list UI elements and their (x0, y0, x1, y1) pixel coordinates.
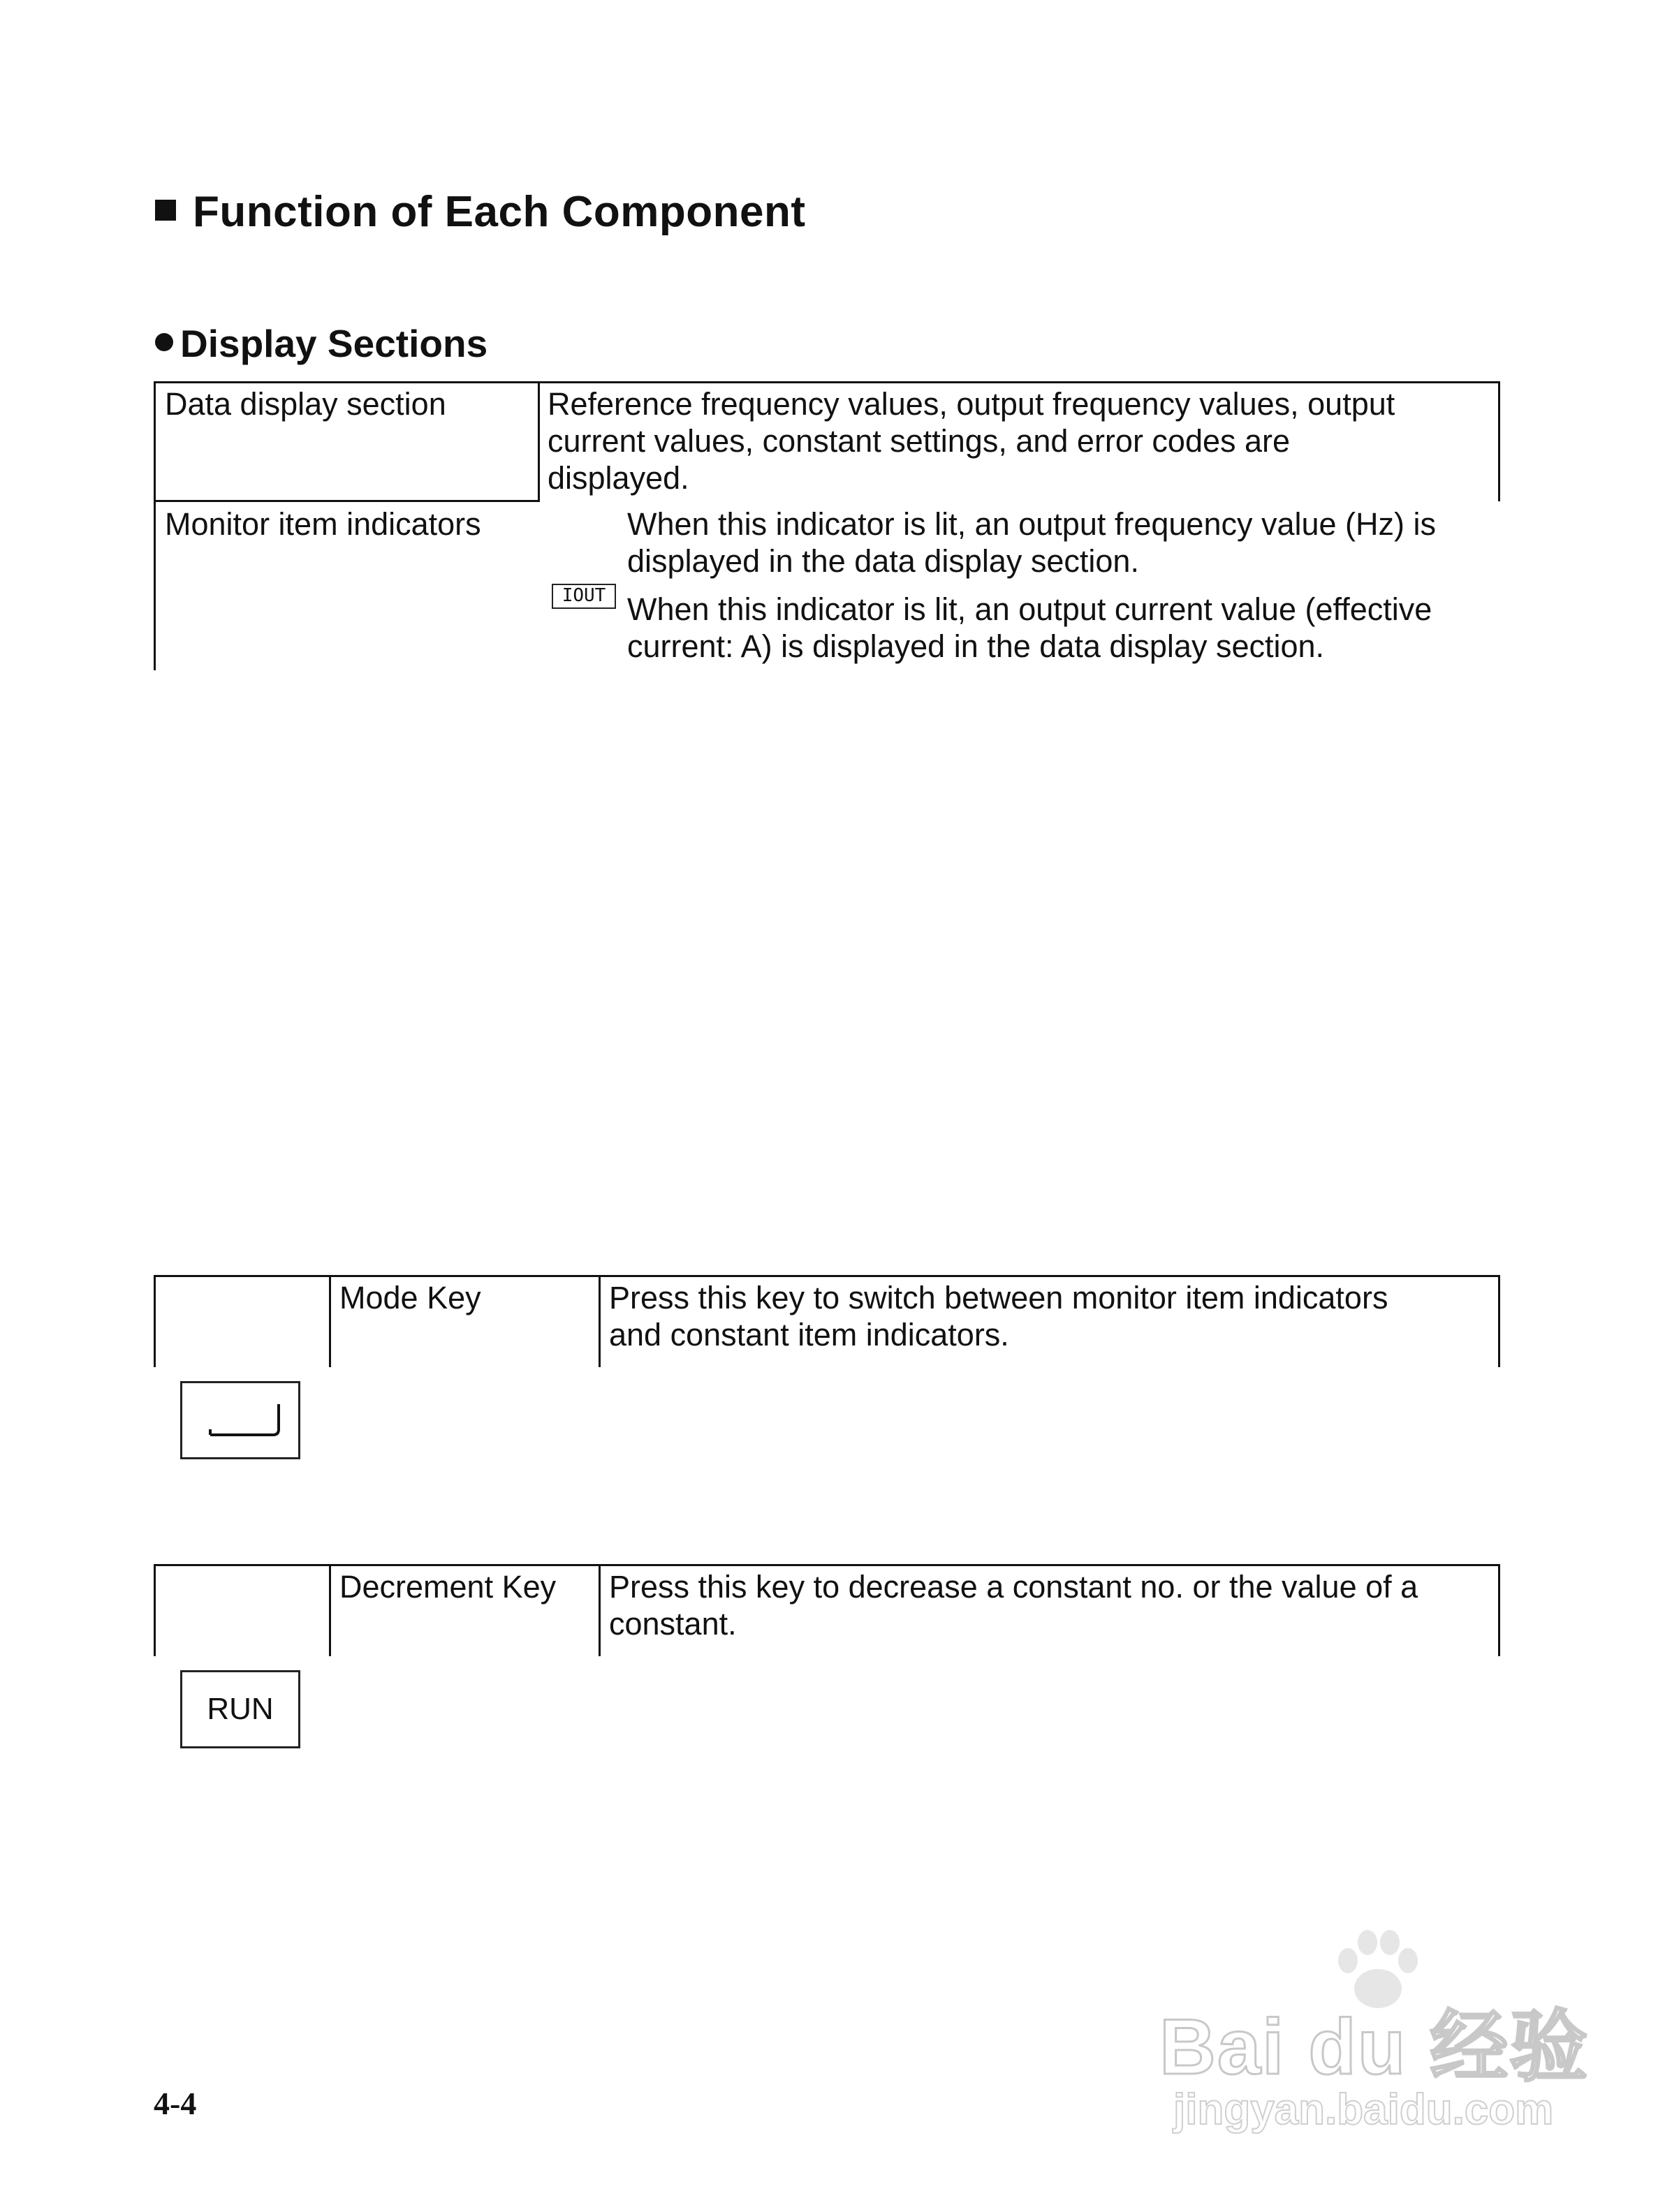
table-border-left (154, 381, 156, 670)
section-heading-text: Display Sections (180, 322, 488, 365)
description-line: and constant item indicators. (609, 1317, 1009, 1352)
table-column-divider (329, 1275, 331, 1367)
square-bullet-icon (155, 200, 176, 221)
table-row-divider (154, 500, 540, 502)
page-title-text: Function of Each Component (193, 188, 806, 236)
section-heading (155, 321, 487, 366)
indicator-description (627, 591, 1500, 665)
indicator-description (627, 506, 1500, 580)
mode-key-button[interactable] (180, 1381, 300, 1459)
table-border-top (154, 381, 1500, 383)
description-line: current values, constant settings, and error codes are (548, 423, 1291, 459)
key-name: Decrement Key (339, 1569, 557, 1605)
description-line: Reference frequency values, output frequency values, output (548, 386, 1395, 422)
table-column-divider (599, 1564, 601, 1656)
table-border-top (154, 1275, 1500, 1277)
description-line: displayed in the data display section. (627, 543, 1139, 579)
table-border-left (154, 1564, 156, 1656)
description-line: Press this key to switch between monitor item indicators (609, 1280, 1388, 1315)
enter-key-icon (182, 1383, 298, 1457)
description-line: constant. (609, 1606, 737, 1642)
description-line: When this indicator is lit, an output frequency value (Hz) is (627, 506, 1437, 542)
watermark-brand: Bai du 经验 (1159, 2003, 1590, 2091)
key-name: Mode Key (339, 1280, 481, 1315)
watermark-url: jingyan.baidu.com (1173, 2086, 1554, 2134)
page-number: 4-4 (154, 2086, 197, 2121)
table-column-divider (329, 1564, 331, 1656)
iout-indicator-icon: IOUT (552, 584, 616, 609)
table-border-top (154, 1564, 1500, 1566)
table-column-divider (599, 1275, 601, 1367)
table-row-label: Data display section (165, 386, 446, 422)
table-border-left (154, 1275, 156, 1367)
baidu-watermark (1159, 1927, 1590, 2165)
page-title (155, 187, 806, 237)
description-line: current: A) is displayed in the data display section. (627, 628, 1325, 664)
table-border-right (1498, 1564, 1500, 1656)
description-line: displayed. (548, 460, 689, 496)
round-bullet-icon (155, 333, 173, 351)
table-row-label: Monitor item indicators (165, 506, 481, 542)
run-key-button[interactable]: RUN (180, 1670, 300, 1748)
table-column-divider (538, 381, 540, 501)
key-description (609, 1568, 1490, 1642)
key-description (609, 1279, 1490, 1353)
table-border-right (1498, 1275, 1500, 1367)
table-row-description (548, 385, 1490, 496)
table-border-right (1498, 381, 1500, 501)
description-line: Press this key to decrease a constant no. or the value of a (609, 1569, 1418, 1605)
description-line: When this indicator is lit, an output current value (effective (627, 591, 1432, 627)
